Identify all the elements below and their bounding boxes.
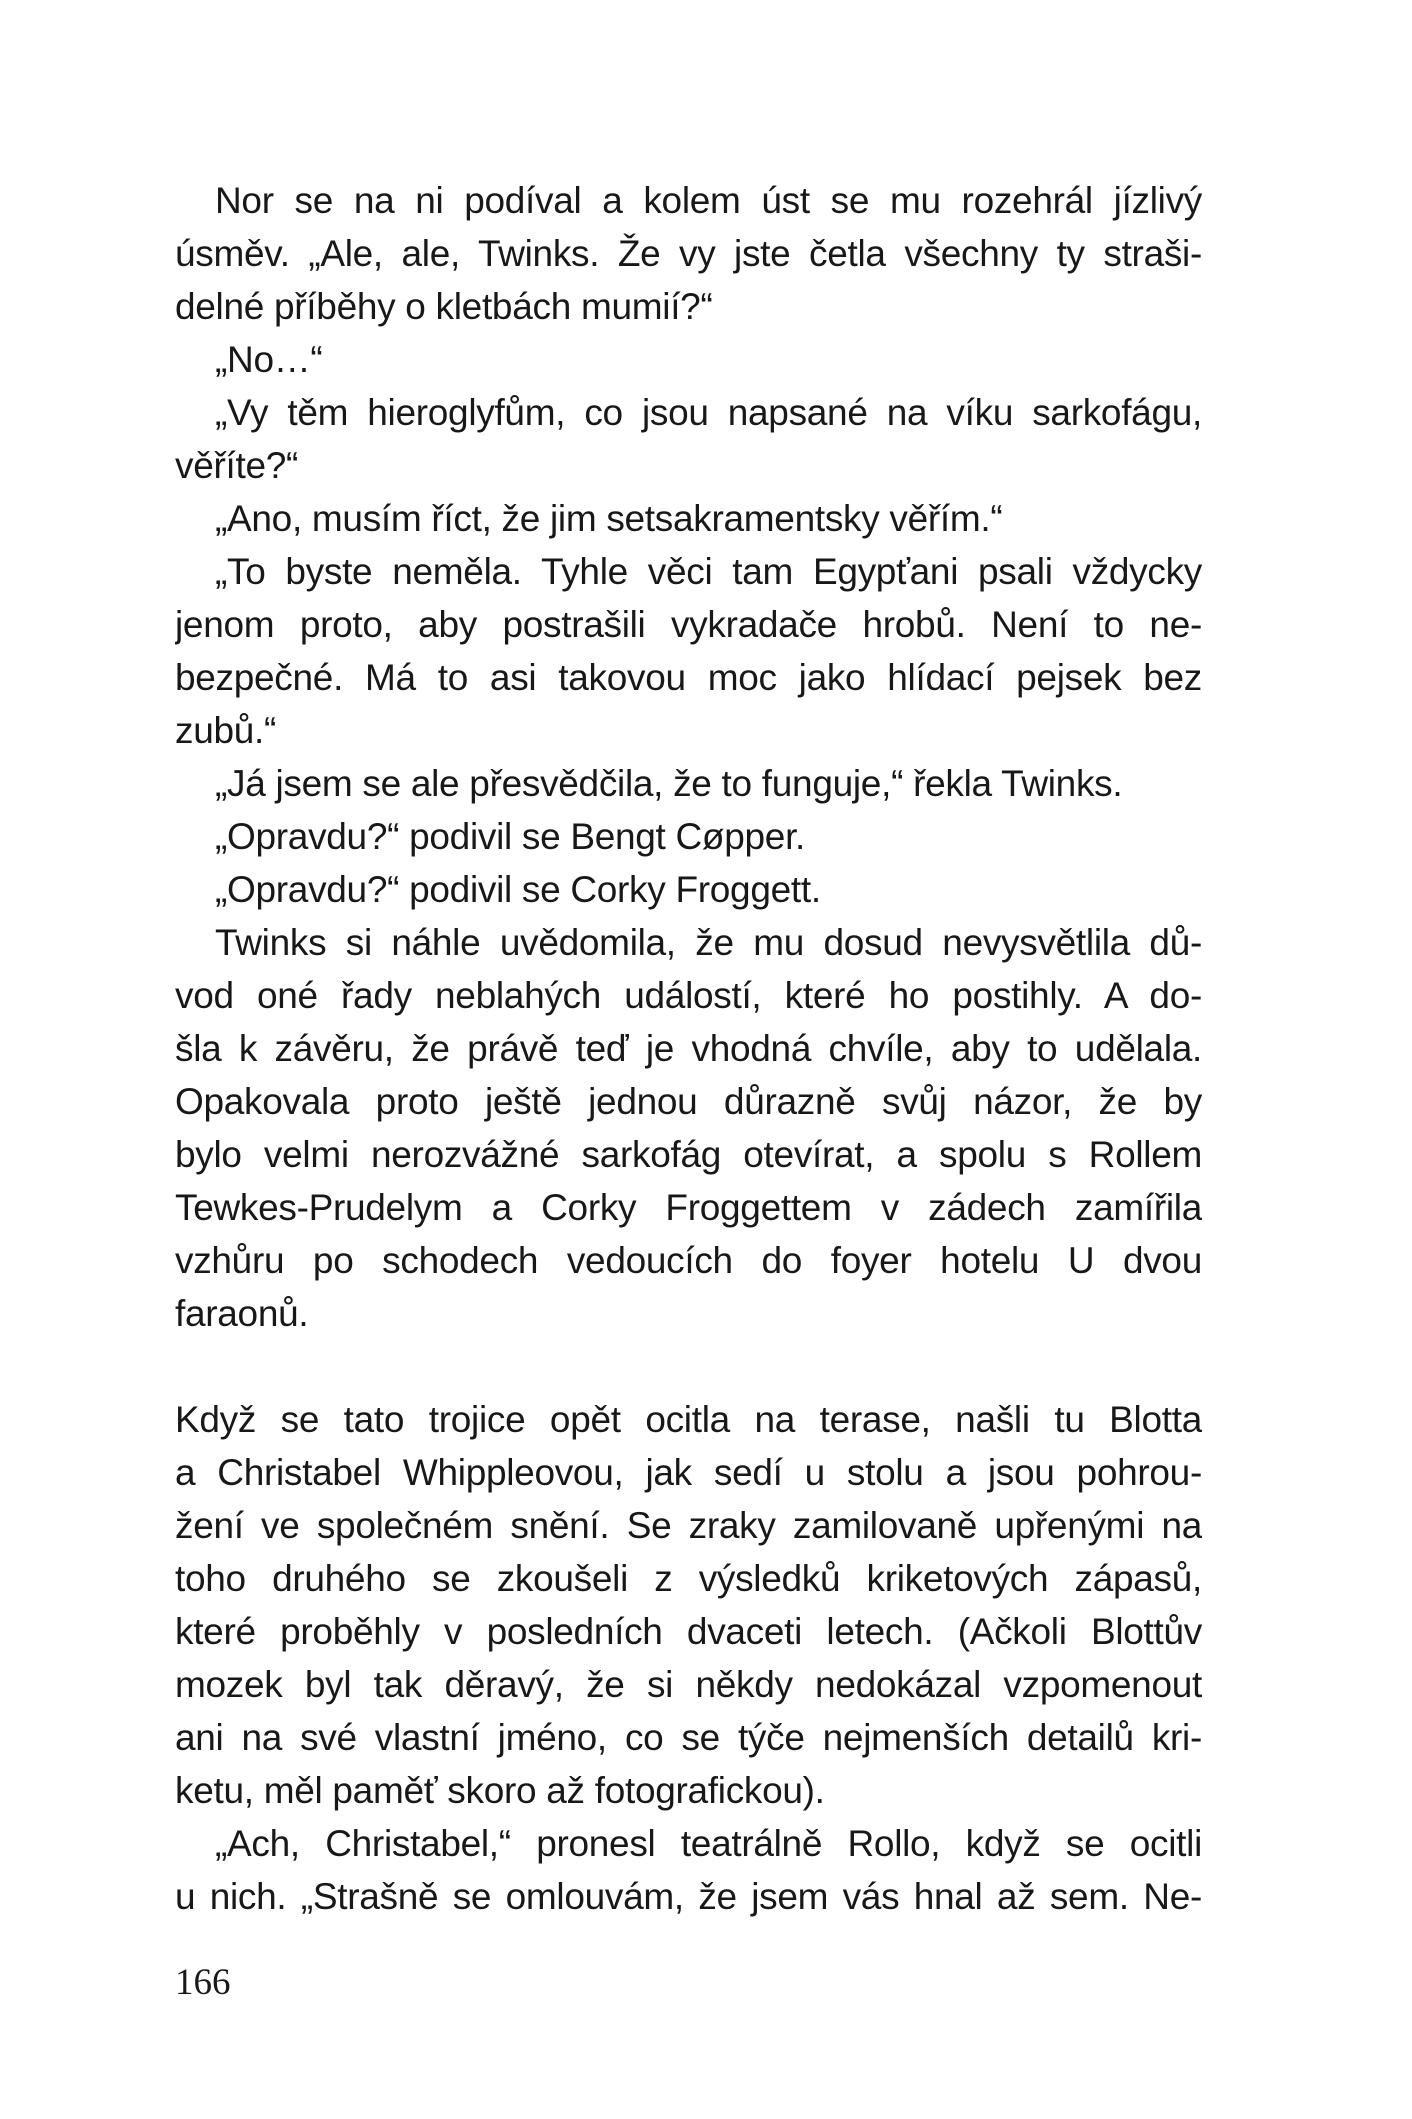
text-line: žení ve společném snění. Se zraky zamilovaně upřenými na [175,1505,1202,1546]
text-line: Opakovala proto ještě jednou důrazně svůj názor, že by [175,1081,1202,1122]
text-line: Nor se na ni podíval a kolem úst se mu rozehrál jízlivý [215,180,1202,221]
text-line: ketu, měl paměť skoro až fotografickou). [175,1770,825,1811]
text-line: ani na své vlastní jméno, co se týče nejmenších detailů kri- [175,1717,1202,1758]
text-line: a Christabel Whippleovou, jak sedí u stolu a jsou pohrou- [175,1452,1202,1493]
text-line: „Vy těm hieroglyfům, co jsou napsané na víku sarkofágu, [215,392,1202,433]
text-line: Twinks si náhle uvědomila, že mu dosud nevysvětlila dů- [215,922,1202,963]
text-line: „To byste neměla. Tyhle věci tam Egypťani psali vždycky [215,551,1202,592]
text-line: faraonů. [175,1293,309,1334]
text-line: „Ano, musím říct, že jim setsakramentsky věřím.“ [215,498,1003,539]
text-line: vod oné řady neblahých událostí, které ho postihly. A do- [175,975,1202,1016]
text-line: „Opravdu?“ podivil se Corky Froggett. [215,869,821,910]
text-line: věříte?“ [175,445,299,486]
text-line: zubů.“ [175,710,277,751]
text-line: vzhůru po schodech vedoucích do foyer hotelu U dvou [175,1240,1202,1281]
text-line: „Ach, Christabel,“ pronesl teatrálně Rollo, když se ocitli [215,1823,1202,1864]
text-line: Když se tato trojice opět ocitla na terase, našli tu Blotta [175,1399,1202,1440]
text-line: u nich. „Strašně se omlouvám, že jsem vás hnal až sem. Ne- [175,1876,1202,1917]
text-line: „No…“ [215,339,323,380]
text-line: „Já jsem se ale přesvědčila, že to funguje,“ řekla Twinks. [215,763,1123,804]
text-line: toho druhého se zkoušeli z výsledků kriketových zápasů, [175,1558,1202,1599]
text-line: Tewkes-Prudelym a Corky Froggettem v zádech zamířila [175,1187,1202,1228]
text-line: mozek byl tak děravý, že si někdy nedokázal vzpomenout [175,1664,1202,1705]
text-line: bylo velmi nerozvážné sarkofág otevírat, a spolu s Rollem [175,1134,1202,1175]
text-line: úsměv. „Ale, ale, Twinks. Že vy jste četla všechny ty straši- [175,233,1202,274]
text-block [175,174,1202,1923]
text-line: šla k závěru, že právě teď je vhodná chvíle, aby to udělala. [175,1028,1202,1069]
page-number: 166 [175,1962,231,2003]
text-line: bezpečné. Má to asi takovou moc jako hlídací pejsek bez [175,657,1202,698]
text-line: delné příběhy o kletbách mumií?“ [175,286,713,327]
text-line: „Opravdu?“ podivil se Bengt Cøpper. [215,816,806,857]
text-line: jenom proto, aby postrašili vykradače hrobů. Není to ne- [175,604,1202,645]
text-line: které proběhly v posledních dvaceti letech. (Ačkoli Blottův [175,1611,1202,1652]
